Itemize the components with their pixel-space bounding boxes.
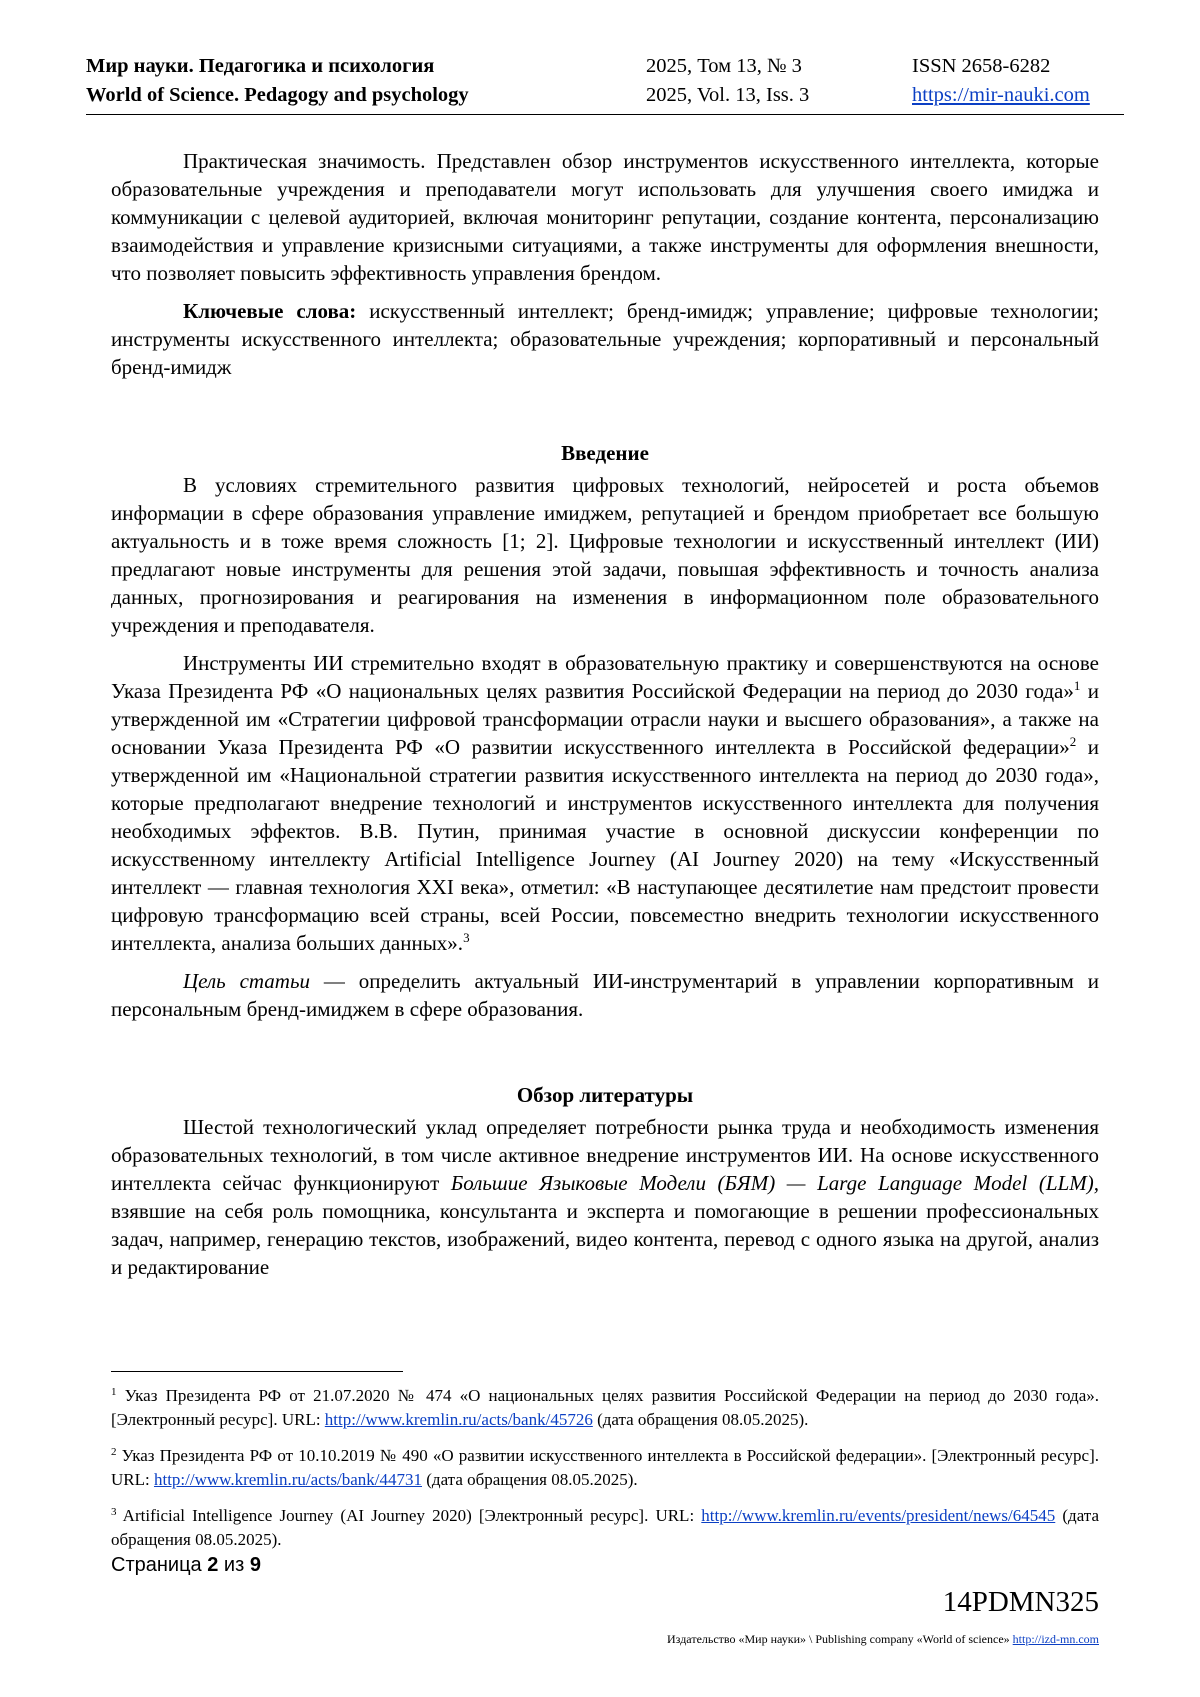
keywords-paragraph <box>111 297 1099 381</box>
keywords-label: Ключевые слова: <box>183 299 357 323</box>
footnote-3-link[interactable]: http://www.kremlin.ru/events/president/news/64545 <box>701 1506 1056 1525</box>
publisher-line: Издательство «Мир науки» \ Publishing company «World of science» http://izd-mn.com <box>667 1632 1099 1646</box>
llm-term: Большие Языковые Модели (БЯМ) — Large Language Model (LLM), <box>450 1171 1099 1195</box>
footnote-1-link[interactable]: http://www.kremlin.ru/acts/bank/45726 <box>324 1410 593 1429</box>
journal-header <box>86 48 1124 115</box>
footnote-3: $^3$ Artificial Intelligence Journey (AI Journey 2020) [Электронный ресурс]. URL: http://www.kremlin.ru/events/president/news/64545 (дата обращения 08.05.2025). <box>111 1506 1099 1549</box>
goal-text: — определить актуальный ИИ-инструментарий в управлении корпоративным и персональным бренд-имиджем в сфере образования. <box>111 969 1099 1021</box>
practical-significance: Практическая значимость. Представлен обзор инструментов искусственного интеллекта, которые образовательные учреждения и преподаватели могут использовать для улучшения своего имиджа и коммуникации с целевой аудиторией, включая мониторинг репутации, создание контента, персонализацию взаимодействия и управление кризисными ситуациями, а также инструменты для оформления внешности, что позволяет повысить эффективность управления брендом. <box>111 149 1099 285</box>
publisher-link[interactable]: http://izd-mn.com <box>1012 1632 1099 1646</box>
footnote-2-link[interactable]: http://www.kremlin.ru/acts/bank/44731 <box>153 1470 423 1489</box>
footnote-2: $^2$ Указ Президента РФ от 10.10.2019 № 490 «О развитии искусственного интеллекта в Российской федерации». [Электронный ресурс]. URL: http://www.kremlin.ru/acts/bank/44731 (дата обращения 08.05.2025). <box>111 1446 1099 1489</box>
journal-site-link[interactable]: https://mir-nauki.com <box>912 84 1090 106</box>
literature-paragraph-1: Шестой технологический уклад определяет потребности рынка труда и необходимость изменения образовательных технологий, в том числе активное внедрение инструментов ИИ. На основе искусственного интеллекта сейчас функционируют Большие Языковые Модели (БЯМ) — Large Language Model (LLM), взявшие на себя роль помощника, консультанта и эксперта и помогающие в решении профессиональных задач, например, генерацию текстов, изображений, видео контента, перевод с одного языка на другой, анализ и редактирование <box>111 1115 1099 1279</box>
goal-label: Цель статьи <box>183 969 311 993</box>
keywords-text: искусственный интеллект; бренд-имидж; управление; цифровые технологии; инструменты искусственного интеллекта; образовательные учреждения; корпоративный и персональный бренд-имидж <box>111 299 1099 379</box>
page-number: Страница 2 из 9 <box>111 1554 261 1576</box>
intro-paragraph-1: В условиях стремительного развития цифровых технологий, нейросетей и роста объемов информации в сфере образования управление имиджем, репутацией и брендом приобретает все большую актуальность и в тоже время сложность [1; 2]. Цифровые технологии и искусственный интеллект (ИИ) предлагают новые инструменты для решения этой задачи, повышая эффективность и точность анализа данных, прогнозирования и реагирования на изменения в информационном поле образовательного учреждения и преподавателя. <box>111 473 1099 637</box>
volume-en: 2025, Vol. 13, Iss. 3 <box>646 84 810 106</box>
article-body <box>111 147 1099 1281</box>
literature-heading: Обзор литературы <box>516 1083 694 1107</box>
footnotes <box>111 1384 1099 1564</box>
journal-title-block <box>86 52 469 110</box>
issn: ISSN 2658-6282 <box>912 55 1051 77</box>
volume-block <box>646 52 809 110</box>
journal-title-en: World of Science. Pedagogy and psychology <box>86 84 469 106</box>
goal-paragraph <box>111 967 1099 1023</box>
footnote-ref-3[interactable]: 3 <box>463 930 470 945</box>
footnote-ref-1[interactable]: 1 <box>1073 678 1081 693</box>
footnote-1: $^1$ Указ Президента РФ от 21.07.2020 № 474 «О национальных целях развития Российской Федерации на период до 2030 года». [Электронный ресурс]. URL: http://www.kremlin.ru/acts/bank/45726 (дата обращения 08.05.2025). <box>111 1386 1099 1429</box>
journal-title-ru: Мир науки. Педагогика и психология <box>86 55 435 77</box>
intro-paragraph-2: Инструменты ИИ стремительно входят в образовательную практику и совершенствуются на основе Указа Президента РФ «О национальных целях развития Российской Федерации на период до 2030 года»$^1$ и утвержденной им «Стратегии цифровой трансформации отрасли науки и высшего образования», а также на основании Указа Президента РФ «О развитии искусственного интеллекта в Российской федерации»$^2$ и утвержденной им «Национальной стратегии развития искусственного интеллекта на период до 2030 года», которые предполагают внедрение технологий и инструментов искусственного интеллекта для получения необходимых эффектов. В.В. Путин, принимая участие в основной дискуссии конференции по искусственному интеллекту Artificial Intelligence Journey (AI Journey 2020) на тему «Искусственный интеллект — главная технология XXI века», отметил: «В наступающее десятилетие нам предстоит провести цифровую трансформацию всей страны, всей России, повсеместно внедрить технологии искусственного интеллекта, анализа больших данных».$^3$ <box>111 651 1099 955</box>
footnote-ref-2[interactable]: 2 <box>1069 734 1077 749</box>
issn-block <box>912 52 1090 110</box>
intro-heading: Введение <box>561 441 649 465</box>
volume-ru: 2025, Том 13, № 3 <box>646 55 802 77</box>
footnote-divider <box>111 1371 403 1372</box>
article-code: 14PDMN325 <box>942 1586 1099 1618</box>
